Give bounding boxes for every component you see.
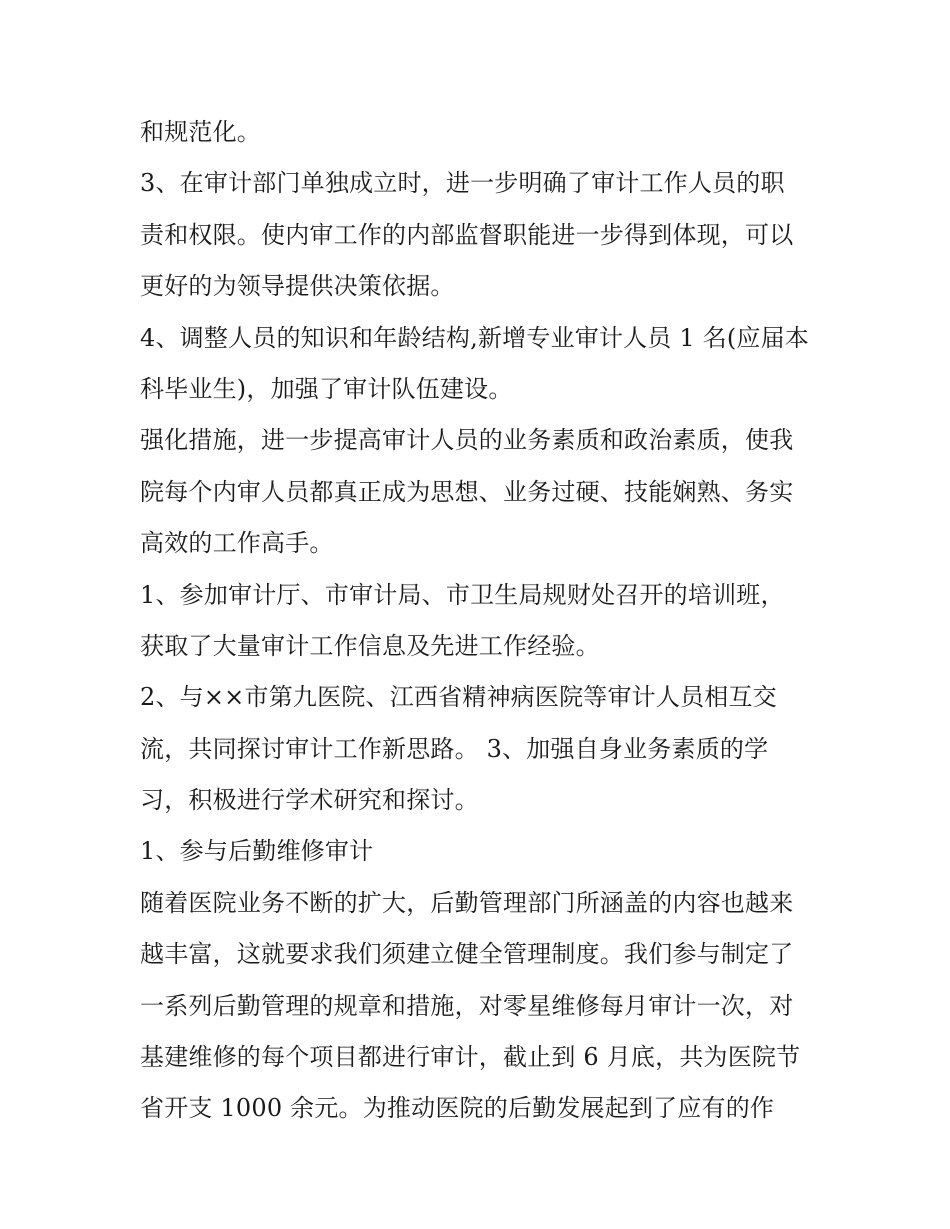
text-line: 1、参加审计厅、市审计局、市卫生局规财处召开的培训班， xyxy=(140,580,785,609)
text-line: 强化措施，进一步提高审计人员的业务素质和政治素质，使我 xyxy=(140,426,794,455)
text-line: 和规范化。 xyxy=(140,118,261,146)
text-line: 3、在审计部门单独成立时，进一步明确了审计工作人员的职 xyxy=(140,169,785,198)
text-line: 院每个内审人员都真正成为思想、业务过硬、技能娴熟、务实 xyxy=(140,477,794,506)
text-line: 2、与××市第九医院、江西省精神病医院等审计人员相互交 xyxy=(140,683,777,712)
document-body xyxy=(140,107,830,1135)
text-line: 1、参与后勤维修审计 xyxy=(140,837,374,866)
text-line: 基建维修的每个项目都进行审计，截止到 6 月底，共为医院节 xyxy=(140,1043,801,1072)
text-line: 科毕业生)，加强了审计队伍建设。 xyxy=(140,374,513,403)
text-line: 随着医院业务不断的扩大，后勤管理部门所涵盖的内容也越来 xyxy=(140,888,794,917)
text-line: 责和权限。使内审工作的内部监督职能进一步得到体现，可以 xyxy=(140,220,794,249)
text-line: 高效的工作高手。 xyxy=(140,529,334,558)
text-line: 流，共同探讨审计工作新思路。 3、加强自身业务素质的学 xyxy=(140,734,769,763)
text-line: 更好的为领导提供决策依据。 xyxy=(140,272,455,301)
text-line: 获取了大量审计工作信息及先进工作经验。 xyxy=(140,631,600,660)
text-line: 4、调整人员的知识和年龄结构,新增专业审计人员 1 名(应届本 xyxy=(140,323,809,352)
text-line: 习，积极进行学术研究和探讨。 xyxy=(140,786,479,815)
text-line: 越丰富，这就要求我们须建立健全管理制度。我们参与制定了 xyxy=(140,940,794,969)
text-line: 省开支 1000 余元。为推动医院的后勤发展起到了应有的作 xyxy=(140,1094,775,1123)
text-line: 一系列后勤管理的规章和措施，对零星维修每月审计一次，对 xyxy=(140,991,794,1020)
